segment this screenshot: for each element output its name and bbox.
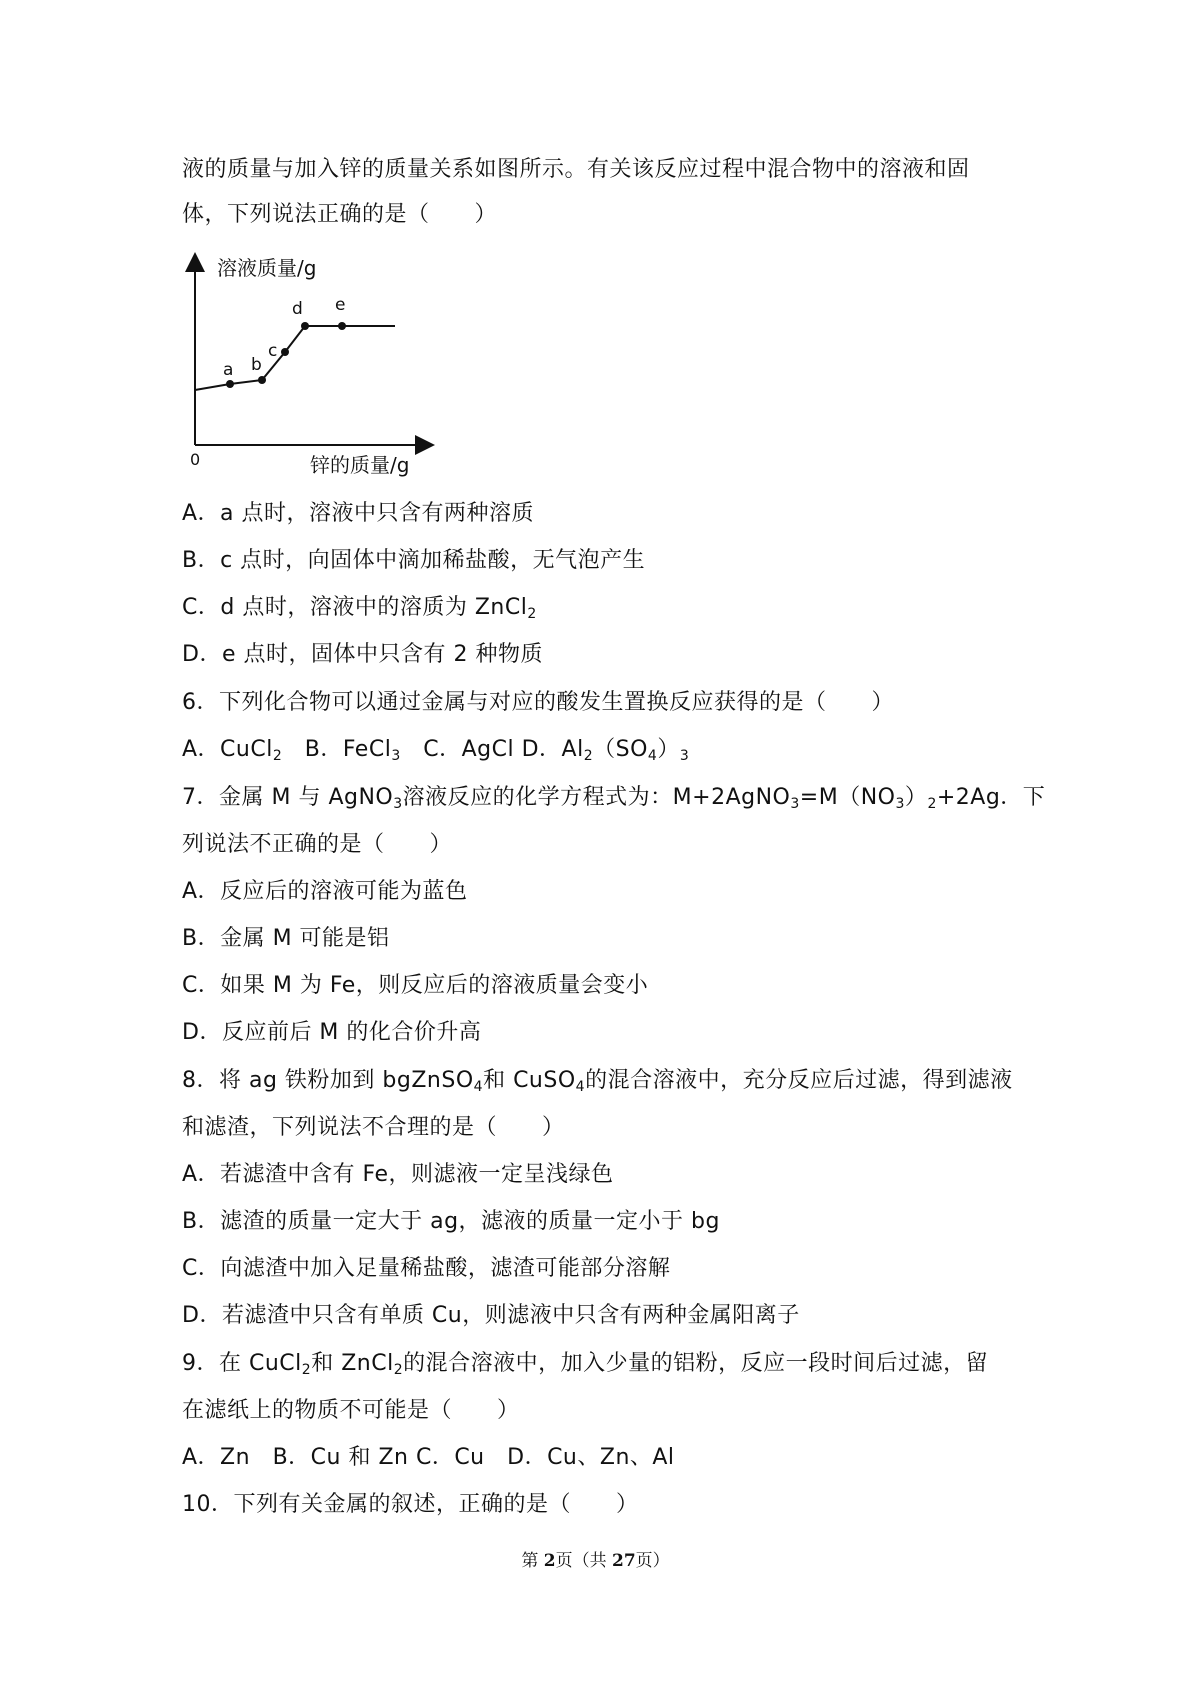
option-c: C．d 点时，溶液中的溶质为 ZnCl$_2$ [182, 595, 537, 622]
question-7-stem-cont: 列说法不正确的是（ ） [182, 832, 453, 857]
page-footer: 第 2页（共 27页） [521, 1551, 670, 1571]
question-10-stem: 10．下列有关金属的叙述，正确的是（ ） [182, 1492, 639, 1517]
point-label-a: a [223, 360, 234, 380]
option-c: C．向滤渣中加入足量稀盐酸，滤渣可能部分溶解 [182, 1256, 671, 1281]
point-e [338, 322, 346, 330]
question-6-stem: 6．下列化合物可以通过金属与对应的酸发生置换反应获得的是（ ） [182, 690, 894, 715]
question-stem-line: 体，下列说法正确的是（ ） [182, 202, 498, 227]
page-number: 2 [543, 1551, 556, 1571]
point-label-b: b [251, 355, 262, 375]
option-d: D．反应前后 M 的化合价升高 [182, 1020, 482, 1045]
x-axis-label: 锌的质量/g [310, 453, 410, 477]
question-stem-line: 液的质量与加入锌的质量关系如图所示。有关该反应过程中混合物中的溶液和固 [182, 157, 970, 182]
option-a: A．若滤渣中含有 Fe，则滤液一定呈浅绿色 [182, 1162, 614, 1187]
solution-mass-chart [180, 250, 440, 485]
option-b: B．c 点时，向固体中滴加稀盐酸，无气泡产生 [182, 548, 646, 573]
option-d: D．e 点时，固体中只含有 2 种物质 [182, 642, 543, 667]
question-9-stem: 9．在 CuCl$_2$和 ZnCl$_2$的混合溶液中，加入少量的铝粉，反应一段时间后过滤，留 [182, 1351, 989, 1378]
origin-label: 0 [190, 450, 201, 469]
question-9-options: A．Zn B．Cu 和 Zn C．Cu D．Cu、Zn、Al [182, 1445, 675, 1470]
question-6-options: A．CuCl$_2$ B．FeCl$_3$ C．AgCl D．$Al_2(SO_4)_3$ [182, 737, 690, 764]
y-axis-label: 溶液质量/g [217, 256, 317, 280]
question-8-stem-cont: 和滤渣，下列说法不合理的是（ ） [182, 1115, 565, 1140]
question-9-stem-cont: 在滤纸上的物质不可能是（ ） [182, 1398, 520, 1423]
point-a [226, 380, 234, 388]
option-a: A．反应后的溶液可能为蓝色 [182, 879, 468, 904]
point-label-e: e [335, 295, 346, 315]
point-b [258, 376, 266, 384]
option-b: B．滤渣的质量一定大于 ag，滤液的质量一定小于 bg [182, 1209, 720, 1234]
option-a: A．a 点时，溶液中只含有两种溶质 [182, 501, 535, 526]
point-label-c: c [268, 341, 278, 361]
question-8-stem: 8．将 ag 铁粉加到 bgZnSO$_4$和 CuSO$_4$的混合溶液中，充分反应后过滤，得到滤液 [182, 1068, 1013, 1095]
option-c: C．如果 M 为 Fe，则反应后的溶液质量会变小 [182, 973, 649, 998]
option-d: D．若滤渣中只含有单质 Cu，则滤液中只含有两种金属阳离子 [182, 1303, 800, 1328]
question-7-stem: 7．金属 M 与 AgNO$_3$溶液反应的化学方程式为：$M+2AgNO_3=M(NO_3)_2+2Ag$．下 [182, 785, 1046, 812]
data-line [195, 326, 395, 390]
point-c [281, 348, 289, 356]
point-d [301, 322, 309, 330]
total-pages: 27 [611, 1551, 636, 1571]
point-label-d: d [292, 299, 303, 319]
option-b: B．金属 M 可能是铝 [182, 926, 390, 951]
